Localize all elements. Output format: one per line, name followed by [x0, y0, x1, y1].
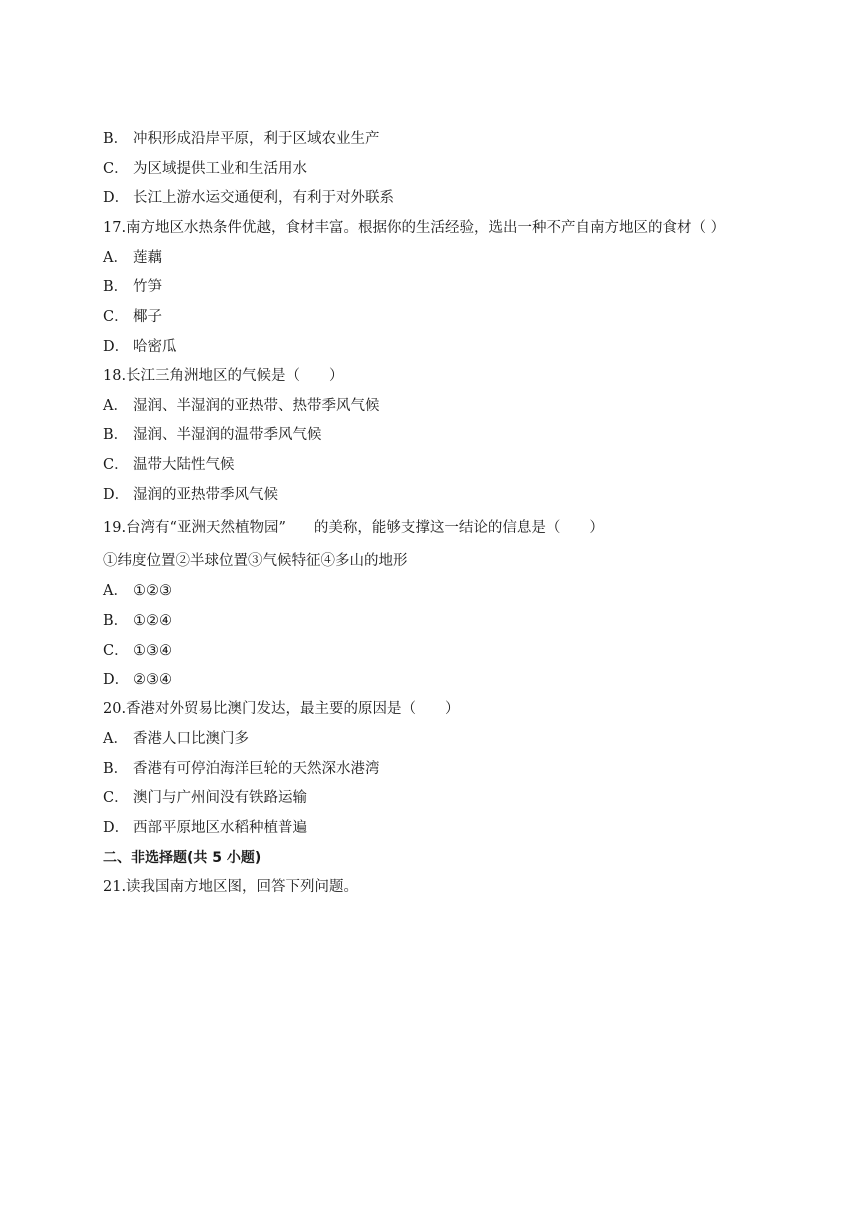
q16-option-c: [103, 159, 307, 179]
q19-option-c: [103, 641, 172, 661]
option-text: 湿润、半湿润的温带季风气候: [133, 427, 322, 443]
q19-info: ①纬度位置②半球位置③气候特征④多山的地形: [103, 553, 408, 569]
option-letter: C．: [103, 457, 129, 473]
q21-stem: 21.读我国南方地区图，回答下列问题。: [103, 879, 359, 895]
option-text: ②③④: [133, 672, 172, 688]
q19-option-a: [103, 581, 172, 601]
option-text: 为区域提供工业和生活用水: [133, 161, 307, 177]
option-letter: D．: [103, 339, 130, 355]
option-letter: A．: [103, 398, 128, 414]
q18-option-c: [103, 455, 235, 475]
option-text: 西部平原地区水稻种植普遍: [133, 820, 307, 836]
option-text: 哈密瓜: [133, 339, 177, 355]
option-text: ①③④: [133, 643, 172, 659]
option-text: 澳门与广州间没有铁路运输: [133, 790, 307, 806]
option-text: 冲积形成沿岸平原，利于区域农业生产: [133, 131, 380, 147]
option-text: 湿润、半湿润的亚热带、热带季风气候: [133, 398, 380, 414]
q19-stem-part1: 19.台湾有“亚洲天然植物园”: [103, 520, 286, 536]
option-text: 长江上游水运交通便利，有利于对外联系: [133, 190, 394, 206]
q18-option-a: [103, 396, 380, 416]
option-letter: C．: [103, 309, 129, 325]
q19-option-b: [103, 611, 172, 631]
option-text: 莲藕: [133, 250, 162, 266]
section-heading: 二、非选择题(共 5 小题): [103, 850, 262, 866]
option-letter: B．: [103, 131, 129, 147]
q16-option-d: [103, 188, 394, 208]
option-letter: A．: [103, 583, 128, 599]
q18-stem: 18.长江三角洲地区的气候是（ ）: [103, 368, 344, 384]
q18-option-d: [103, 485, 278, 505]
q19-stem: [103, 518, 604, 538]
option-letter: D．: [103, 190, 130, 206]
option-letter: C．: [103, 790, 129, 806]
q20-option-a: [103, 729, 249, 749]
option-letter: D．: [103, 672, 130, 688]
option-letter: B．: [103, 279, 129, 295]
q20-option-b: [103, 759, 380, 779]
option-text: 湿润的亚热带季风气候: [133, 487, 278, 503]
option-text: 香港人口比澳门多: [133, 731, 249, 747]
option-letter: D．: [103, 487, 130, 503]
q20-stem: 20.香港对外贸易比澳门发达，最主要的原因是（ ）: [103, 701, 460, 717]
option-text: 竹笋: [133, 279, 162, 295]
q18-option-b: [103, 425, 322, 445]
q19-option-d: [103, 670, 172, 690]
option-text: 香港有可停泊海洋巨轮的天然深水港湾: [133, 761, 380, 777]
option-letter: A．: [103, 731, 128, 747]
q20-option-d: [103, 818, 307, 838]
option-letter: C．: [103, 161, 129, 177]
option-letter: D．: [103, 820, 130, 836]
q19-stem-part2: 的美称，能够支撑这一结论的信息是（ ）: [313, 520, 604, 536]
q17-option-d: [103, 337, 177, 357]
q17-option-a: [103, 248, 162, 268]
q16-option-b: [103, 129, 380, 149]
q17-option-c: [103, 307, 162, 327]
option-letter: B．: [103, 613, 129, 629]
q17-option-b: [103, 277, 162, 297]
option-text: 温带大陆性气候: [133, 457, 235, 473]
option-text: 椰子: [133, 309, 162, 325]
option-text: ①②④: [133, 613, 172, 629]
q17-stem: 17.南方地区水热条件优越，食材丰富。根据你的生活经验，选出一种不产自南方地区的食材（ ）: [103, 220, 726, 236]
option-text: ①②③: [133, 583, 172, 599]
option-letter: B．: [103, 427, 129, 443]
q20-option-c: [103, 788, 307, 808]
option-letter: A．: [103, 250, 128, 266]
option-letter: B．: [103, 761, 129, 777]
option-letter: C．: [103, 643, 129, 659]
